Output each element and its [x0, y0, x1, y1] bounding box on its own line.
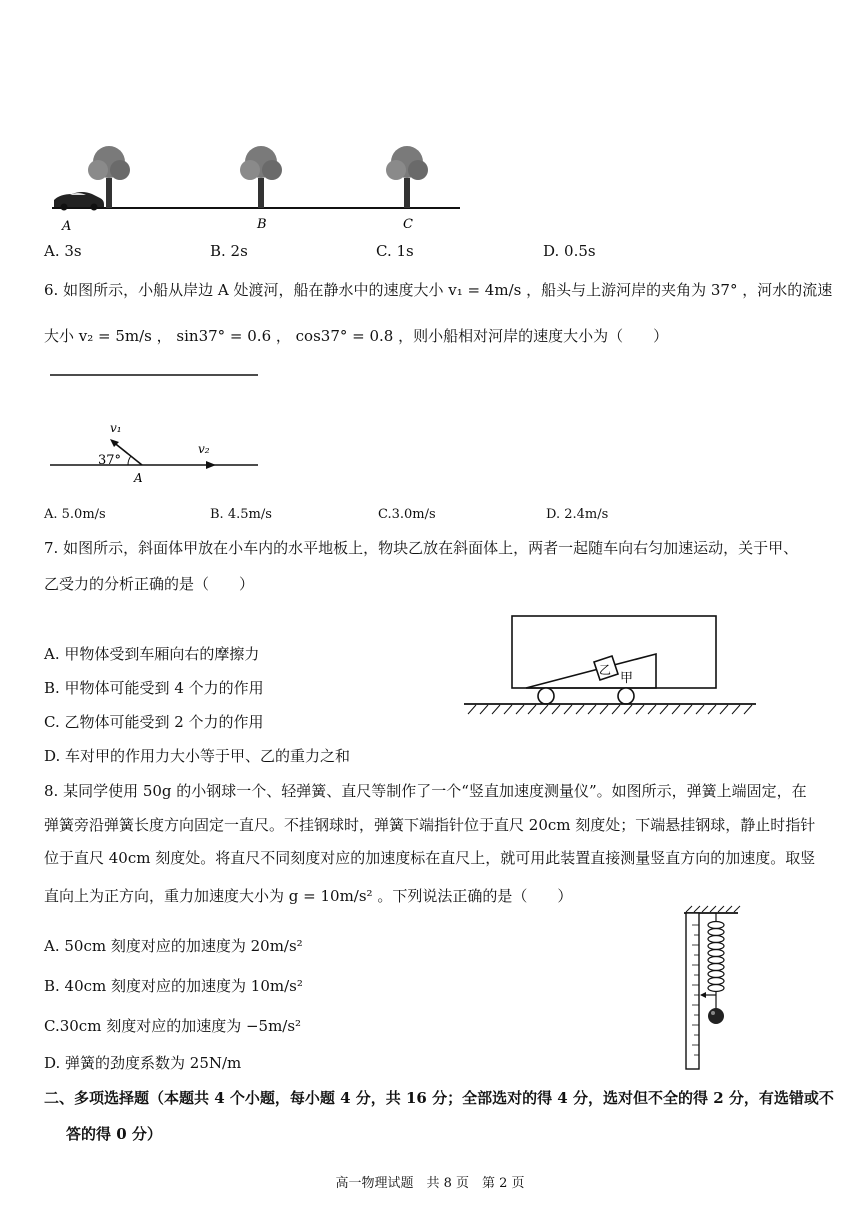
q6-option-c[interactable]: C.3.0m/s — [378, 507, 436, 522]
block-label: 乙 — [599, 663, 612, 677]
steel-ball — [708, 1008, 724, 1024]
q8-option-b[interactable]: B. 40cm 刻度对应的加速度为 10m/s² — [44, 977, 303, 995]
ceiling-hatching — [686, 906, 740, 912]
q8-stem-line1: 8. 某同学使用 50g 的小钢球一个、轻弹簧、直尺等制作了一个“竖直加速度测量仪”。如图所示，弹簧上端固定，在 — [44, 782, 807, 800]
angle-arc — [128, 456, 131, 465]
q7-option-c[interactable]: C. 乙物体可能受到 2 个力的作用 — [44, 713, 264, 731]
section2-heading-line1: 二、多项选择题（本题共 4 个小题，每小题 4 分，共 16 分；全部选对的得 4 分，选对但不全的得 2 分，有选错或不 — [44, 1089, 834, 1107]
q7-stem-line1: 7. 如图所示，斜面体甲放在小车内的水平地板上，物块乙放在斜面体上，两者一起随车向右匀加速运动，关于甲、 — [44, 539, 799, 557]
ruler — [686, 913, 699, 1069]
q6-diagram — [44, 365, 274, 490]
q7-diagram — [460, 610, 760, 720]
wedge-jia — [526, 654, 656, 688]
section2-heading-line2: 答的得 0 分） — [66, 1125, 162, 1143]
wheel-icon — [538, 688, 554, 704]
wheel-icon — [618, 688, 634, 704]
q7-option-b[interactable]: B. 甲物体可能受到 4 个力的作用 — [44, 679, 264, 697]
cart-box — [512, 616, 716, 688]
q7-option-a[interactable]: A. 甲物体受到车厢向右的摩擦力 — [44, 645, 260, 663]
label-c: C — [403, 217, 413, 232]
label-a: A — [62, 219, 72, 234]
q6-option-a[interactable]: A. 5.0m/s — [44, 507, 106, 522]
v1-label: v₁ — [110, 421, 122, 435]
label-b: B — [257, 217, 267, 232]
q6-option-b[interactable]: B. 4.5m/s — [210, 507, 272, 522]
q6-option-d[interactable]: D. 2.4m/s — [546, 507, 609, 522]
q6-stem-line1: 6. 如图所示，小船从岸边 A 处渡河，船在静水中的速度大小 v₁ = 4m/s ，船头与上游河岸的夹角为 37° ，河水的流速 — [44, 281, 833, 299]
pointer-arrowhead — [700, 992, 706, 998]
tree-icon — [386, 146, 428, 208]
q6-stem-line2: 大小 v₂ = 5m/s ， sin37° = 0.6 ， cos37° = 0.8 ，则小船相对河岸的速度大小为（ ） — [44, 327, 669, 345]
q5-option-a[interactable]: A. 3s — [44, 242, 82, 260]
page-footer: 高一物理试题 共 8 页 第 2 页 — [335, 1176, 525, 1191]
q8-stem-line3: 位于直尺 40cm 刻度处。将直尺不同刻度对应的加速度标在直尺上，就可用此装置直接测量竖直方向的加速度。取竖 — [44, 849, 816, 867]
angle-label: 37° — [98, 453, 122, 468]
ground-hatching — [468, 705, 752, 714]
q7-stem-line2: 乙受力的分析正确的是（ ） — [44, 575, 255, 593]
q8-option-c[interactable]: C.30cm 刻度对应的加速度为 −5m/s² — [44, 1017, 302, 1035]
q7-option-d[interactable]: D. 车对甲的作用力大小等于甲、乙的重力之和 — [44, 747, 351, 765]
q8-diagram — [670, 905, 750, 1075]
q5-diagram — [40, 140, 470, 240]
q5-option-c[interactable]: C. 1s — [376, 242, 414, 260]
q5-option-d[interactable]: D. 0.5s — [543, 242, 596, 260]
q8-option-a[interactable]: A. 50cm 刻度对应的加速度为 20m/s² — [44, 937, 303, 955]
v2-arrowhead — [206, 461, 216, 469]
q5-option-b[interactable]: B. 2s — [210, 242, 248, 260]
wedge-label: 甲 — [620, 671, 634, 686]
point-a-label: A — [134, 471, 143, 485]
v2-label: v₂ — [198, 442, 210, 456]
q8-option-d[interactable]: D. 弹簧的劲度系数为 25N/m — [44, 1054, 242, 1072]
q8-stem-line2: 弹簧旁沿弹簧长度方向固定一直尺。不挂钢球时，弹簧下端指针位于直尺 20cm 刻度处；下端悬挂钢球，静止时指针 — [44, 816, 816, 834]
q8-stem-line4: 直向上为正方向，重力加速度大小为 g = 10m/s² 。下列说法正确的是（ ） — [44, 887, 573, 905]
tree-icon — [240, 146, 282, 208]
